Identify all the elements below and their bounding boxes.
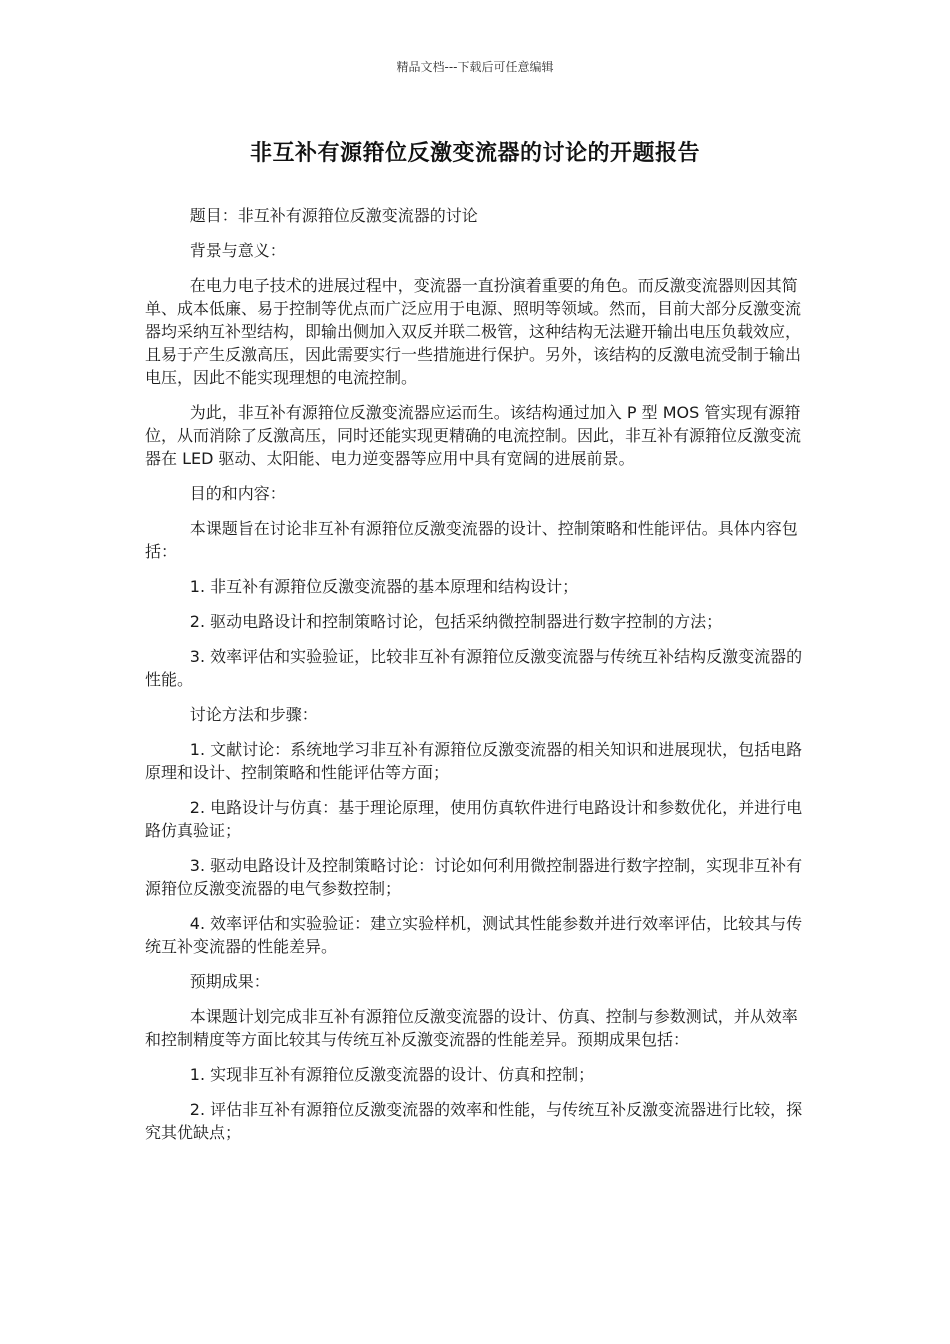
list-item: 3. 效率评估和实验验证，比较非互补有源箝位反激变流器与传统互补结构反激变流器的性能。: [145, 647, 803, 689]
document-header-note: 精品文档---下载后可任意编辑: [396, 60, 554, 74]
paragraph: 本课题计划完成非互补有源箝位反激变流器的设计、仿真、控制与参数测试，并从效率和控制精度等方面比较其与传统互补反激变流器的性能差异。预期成果包括：: [145, 1007, 798, 1049]
section-heading: 预期成果：: [189, 972, 270, 991]
section-heading: 讨论方法和步骤：: [189, 705, 318, 724]
paragraph: 本课题旨在讨论非互补有源箝位反激变流器的设计、控制策略和性能评估。具体内容包括：: [145, 519, 798, 561]
list-item: 2. 电路设计与仿真：基于理论原理，使用仿真软件进行电路设计和参数优化，并进行电路仿真验证；: [145, 798, 803, 840]
document-body: [145, 204, 805, 1156]
list-item: 3. 驱动电路设计及控制策略讨论：讨论如何利用微控制器进行数字控制，实现非互补有源箝位反激变流器的电气参数控制；: [145, 856, 803, 898]
paragraph: 在电力电子技术的进展过程中，变流器一直扮演着重要的角色。而反激变流器则因其简单、成本低廉、易于控制等优点而广泛应用于电源、照明等领域。然而，目前大部分反激变流器均采纳互补型结构，即输出侧加入双反并联二极管，这种结构无法避开输出电压负载效应，且易于产生反激高压，因此需要实行一些措施进行保护。另外，该结构的反激电流受制于输出电压，因此不能实现理想的电流控制。: [145, 276, 802, 387]
list-item: 1. 非互补有源箝位反激变流器的基本原理和结构设计；: [189, 577, 579, 596]
section-heading: 目的和内容：: [189, 484, 286, 503]
list-item: 2. 评估非互补有源箝位反激变流器的效率和性能，与传统互补反激变流器进行比较，探究其优缺点；: [145, 1100, 803, 1142]
list-item: 4. 效率评估和实验验证：建立实验样机，测试其性能参数并进行效率评估，比较其与传统互补变流器的性能差异。: [145, 914, 803, 956]
list-item: 1. 实现非互补有源箝位反激变流器的设计、仿真和控制；: [189, 1065, 595, 1084]
document-title: 非互补有源箝位反激变流器的讨论的开题报告: [249, 141, 700, 166]
list-item: 1. 文献讨论：系统地学习非互补有源箝位反激变流器的相关知识和进展现状，包括电路原理和设计、控制策略和性能评估等方面；: [145, 740, 803, 782]
list-item: 2. 驱动电路设计和控制策略讨论，包括采纳微控制器进行数字控制的方法；: [189, 612, 723, 631]
paragraph: 为此，非互补有源箝位反激变流器应运而生。该结构通过加入 P 型 MOS 管实现有源箝位，从而消除了反激高压，同时还能实现更精确的电流控制。因此，非互补有源箝位反激变流器在 LED 驱动、太阳能、电力逆变器等应用中具有宽阔的进展前景。: [145, 403, 802, 468]
paragraph: 题目：非互补有源箝位反激变流器的讨论: [189, 206, 478, 225]
section-heading: 背景与意义：: [189, 241, 286, 260]
